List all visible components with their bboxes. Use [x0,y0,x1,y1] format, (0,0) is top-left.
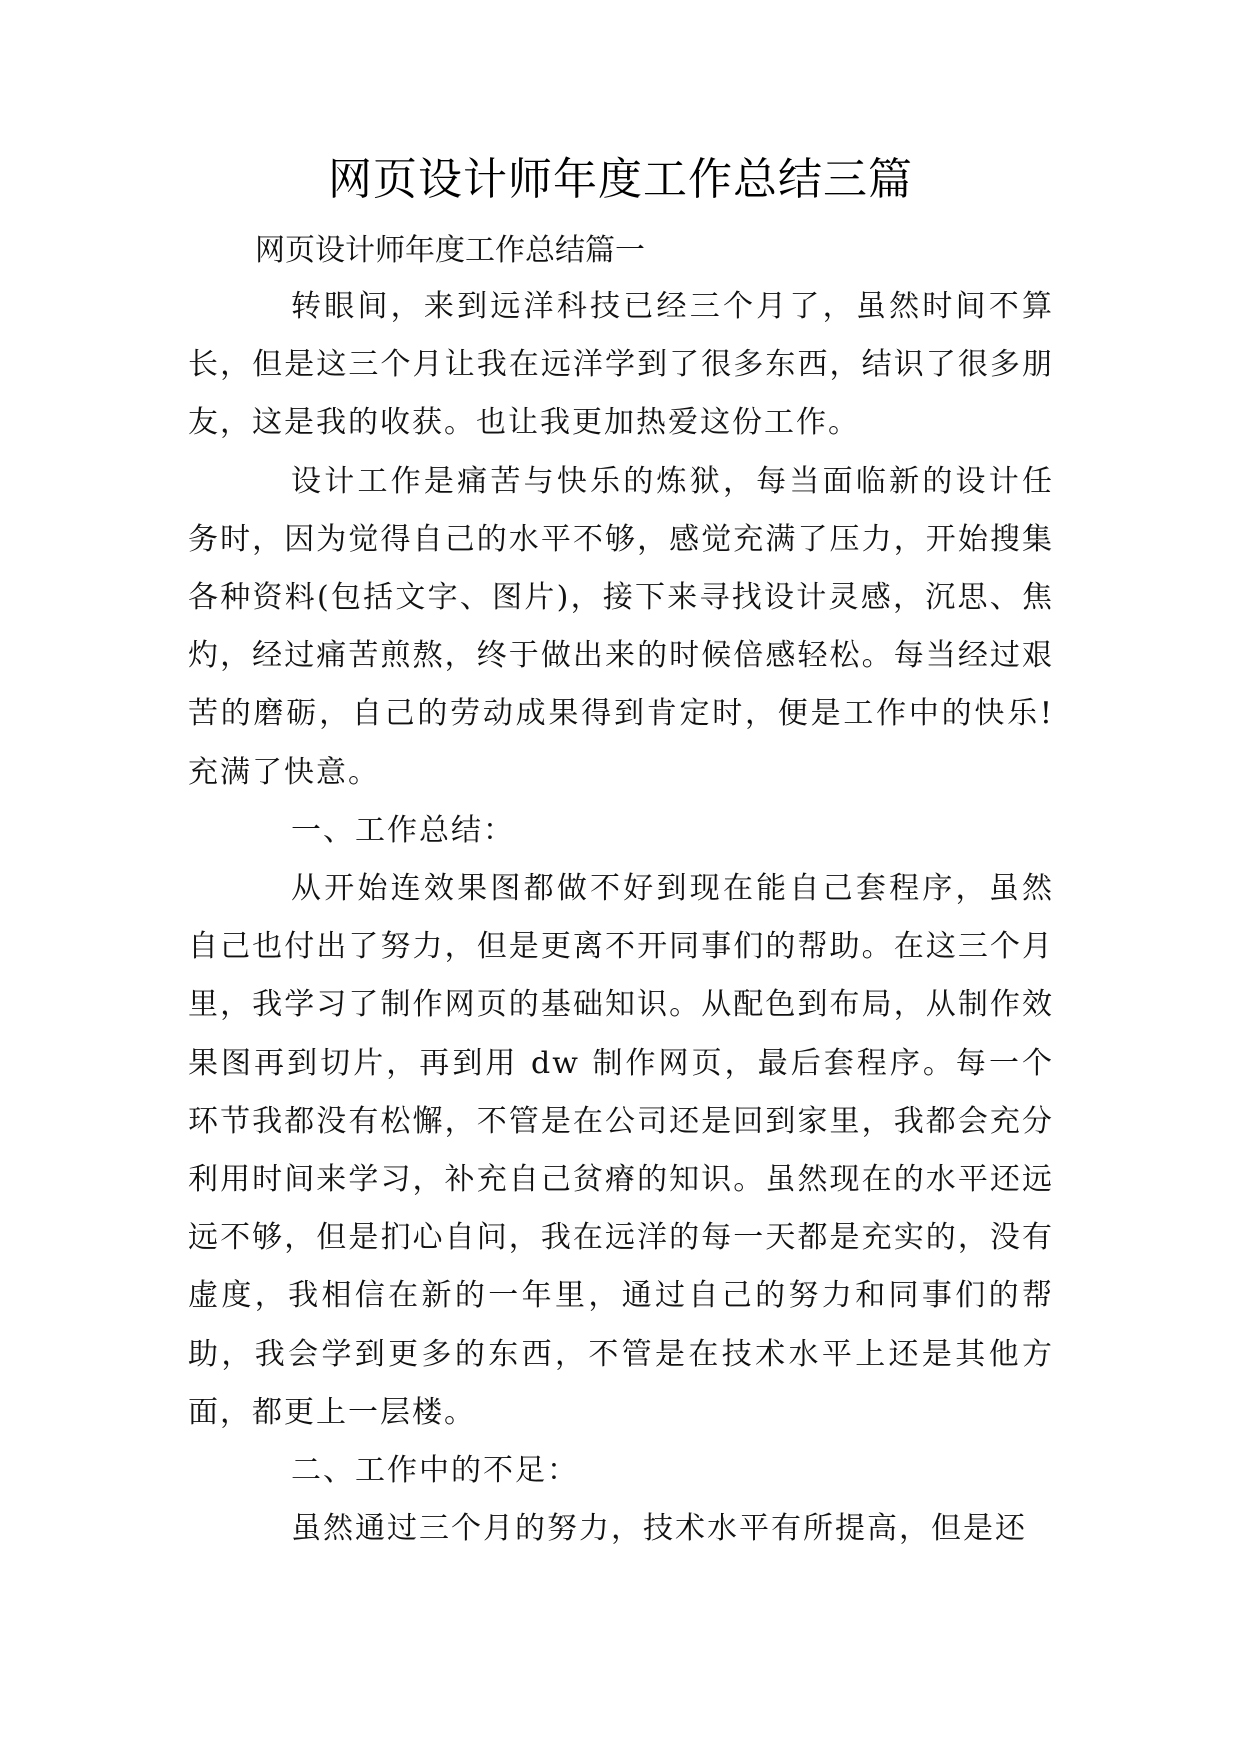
document-title: 网页设计师年度工作总结三篇 [328,154,913,205]
paragraph-shortcomings: 虽然通过三个月的努力，技术水平有所提高，但是还 [291,1511,1027,1547]
heading-work-summary: 一、工作总结： [291,812,515,848]
heading-shortcomings: 二、工作中的不足： [291,1453,579,1489]
document-body [188,278,1054,1558]
paragraph-intro: 转眼间，来到远洋科技已经三个月了，虽然时间不算长，但是这三个月让我在远洋学到了很多东西，结识了很多朋友，这是我的收获。也让我更加热爱这份工作。 [188,289,1054,441]
paragraph-design-work: 设计工作是痛苦与快乐的炼狱，每当面临新的设计任务时，因为觉得自己的水平不够，感觉充满了压力，开始搜集各种资料(包括文字、图片)，接下来寻找设计灵感，沉思、焦灼，经过痛苦煎熬，终于做出来的时候倍感轻松。每当经过艰苦的磨砺，自己的劳动成果得到肯定时，便是工作中的快乐!充满了快意。 [188,463,1054,790]
section-subtitle: 网页设计师年度工作总结篇一 [255,233,645,268]
paragraph-work-summary: 从开始连效果图都做不好到现在能自己套程序，虽然自己也付出了努力，但是更离不开同事们的帮助。在这三个月里，我学习了制作网页的基础知识。从配色到布局，从制作效果图再到切片，再到用 dw 制作网页，最后套程序。每一个环节我都没有松懈，不管是在公司还是回到家里，我都会充分利用时间来学习，补充自己贫瘠的知识。虽然现在的水平还远远不够，但是扪心自问，我在远洋的每一天都是充实的，没有虚度，我相信在新的一年里，通过自己的努力和同事们的帮助，我会学到更多的东西，不管是在技术水平上还是其他方面，都更上一层楼。 [188,871,1054,1430]
